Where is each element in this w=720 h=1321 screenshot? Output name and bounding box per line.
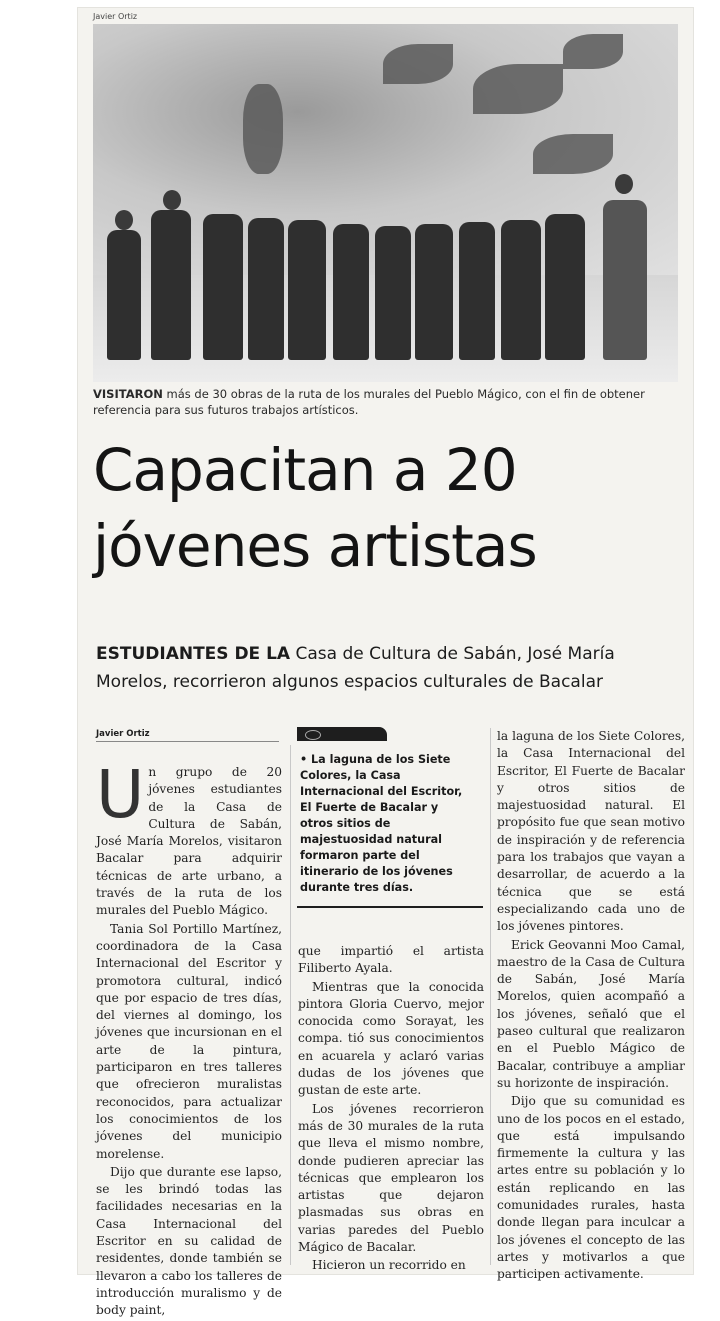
paragraph: Dijo que su comunidad es uno de los pocos en el estado, que está impulsando firmemente la cultura y las artes entre su población y lo están replicando en las comunidades rurales, hasta donde llegan para inculcar a los jóvenes el concepto de las artes y motivarlos a que participen activamente. [497, 1094, 685, 1282]
pullquote: • La laguna de los Siete Colores, la Casa Internacional del Escritor, El Fuerte de Bacalar y otros sitios de majestuosidad natural formaron parte del itinerario de los jóvenes durante tres días. [300, 753, 463, 894]
pullquote-tab [297, 727, 387, 741]
headline [93, 432, 693, 584]
subheadline-lead: ESTUDIANTES DE LA [96, 644, 291, 664]
mural-leaf [383, 44, 453, 84]
paragraph: Mientras que la conocida pintora Gloria Cuervo, mejor conocida como Sorayat, les compa. tió sus conocimientos en acuarela y aclaró varias dudas de los jóvenes que gustan de este arte. [298, 979, 484, 1098]
photo-credit: Javier Ortiz [93, 12, 138, 21]
mural-leaf [533, 134, 613, 174]
article-column-1 [96, 756, 282, 1321]
article-column-2 [298, 943, 484, 1276]
student-head [163, 190, 181, 210]
student-figure [333, 224, 369, 360]
paragraph: Hicieron un recorrido en [312, 1258, 466, 1273]
paragraph: la laguna de los Siete Colores, la Casa Internacional del Escritor, El Fuerte de Bacalar y otros sitios de majestuosidad natural. El propósito fue que sean motivo de inspiración y de referencia para los trabajos que vayan a desarrollar, de acuerdo a la técnica que se está especializando cada uno de los jóvenes pintores. [497, 729, 685, 934]
column-divider [490, 728, 491, 1265]
photo-caption [93, 386, 683, 418]
drop-cap: U [96, 756, 145, 833]
student-head [615, 174, 633, 194]
headline-line-1: Capacitan a 20 [93, 436, 517, 504]
quote-icon [305, 730, 321, 740]
student-figure [248, 218, 284, 360]
student-figure [415, 224, 453, 360]
caption-text: más de 30 obras de la ruta de los murales del Pueblo Mágico, con el fin de obtener referencia para sus futuros trabajos artísticos. [93, 387, 645, 417]
student-figure [501, 220, 541, 360]
paragraph: Los jóvenes recorrieron más de 30 murales de la ruta que lleva el mismo nombre, donde pudieren apreciar las técnicas que emplearon los artistas que dejaron plasmadas sus obras en varias paredes del Pueblo Mágico de Bacalar. [298, 1101, 484, 1255]
paragraph: Tania Sol Portillo Martínez, coordinadora de la Casa Internacional del Escritor y promotora cultural, indicó que por espacio de tres días, del viernes al domingo, los jóvenes que incursionan en el arte de la pintura, participaron en tres talleres que ofrecieron muralistas reconocidos, para actualizar los conocimientos de los jóvenes del municipio morelense. [96, 921, 282, 1161]
student-figure [288, 220, 326, 360]
student-figure [151, 210, 191, 360]
paragraph: que impartió el artista Filiberto Ayala. [298, 944, 484, 976]
mural-leaf [243, 84, 283, 174]
mural-leaf [563, 34, 623, 69]
student-figure [203, 214, 243, 360]
student-figure [375, 226, 411, 360]
subheadline-text: Casa de Cultura de Sabán, José María Morelos, recorrieron algunos espacios culturales de Bacalar [96, 644, 615, 692]
group-photo [93, 24, 678, 382]
pullquote-rule [297, 906, 483, 908]
student-head [115, 210, 133, 230]
column-divider [290, 745, 291, 1265]
headline-line-2: jóvenes artistas [93, 512, 537, 580]
student-figure [107, 230, 141, 360]
student-figure [459, 222, 495, 360]
byline: Javier Ortiz [96, 729, 279, 742]
subheadline [96, 640, 686, 696]
mural-leaf [473, 64, 563, 114]
paragraph: Dijo que durante ese lapso, se les brindó todas las facilidades necesarias en la Casa Internacional del Escritor en su calidad de residentes, donde también se llevaron a cabo los talleres de introducción muralismo y de body paint, [96, 1164, 282, 1318]
paragraph: Erick Geovanni Moo Camal, maestro de la Casa de Cultura de Sabán, José María Morelos, quien acompañó a los jóvenes, señaló que el paseo cultural que realizaron en el Pueblo Mágico de Bacalar, contribuye a ampliar su horizonte de inspiración. [497, 937, 685, 1090]
student-figure [545, 214, 585, 360]
caption-lead: VISITARON [93, 387, 163, 401]
student-figure [603, 200, 647, 360]
article-column-3 [497, 728, 685, 1285]
paragraph: n grupo de 20 jóvenes estudiantes de la Casa de Cultura de Sabán, José María Morelos, visitaron Bacalar para adquirir técnicas de arte urbano, a través de la ruta de los murales del Pueblo Mágico. [96, 765, 282, 918]
